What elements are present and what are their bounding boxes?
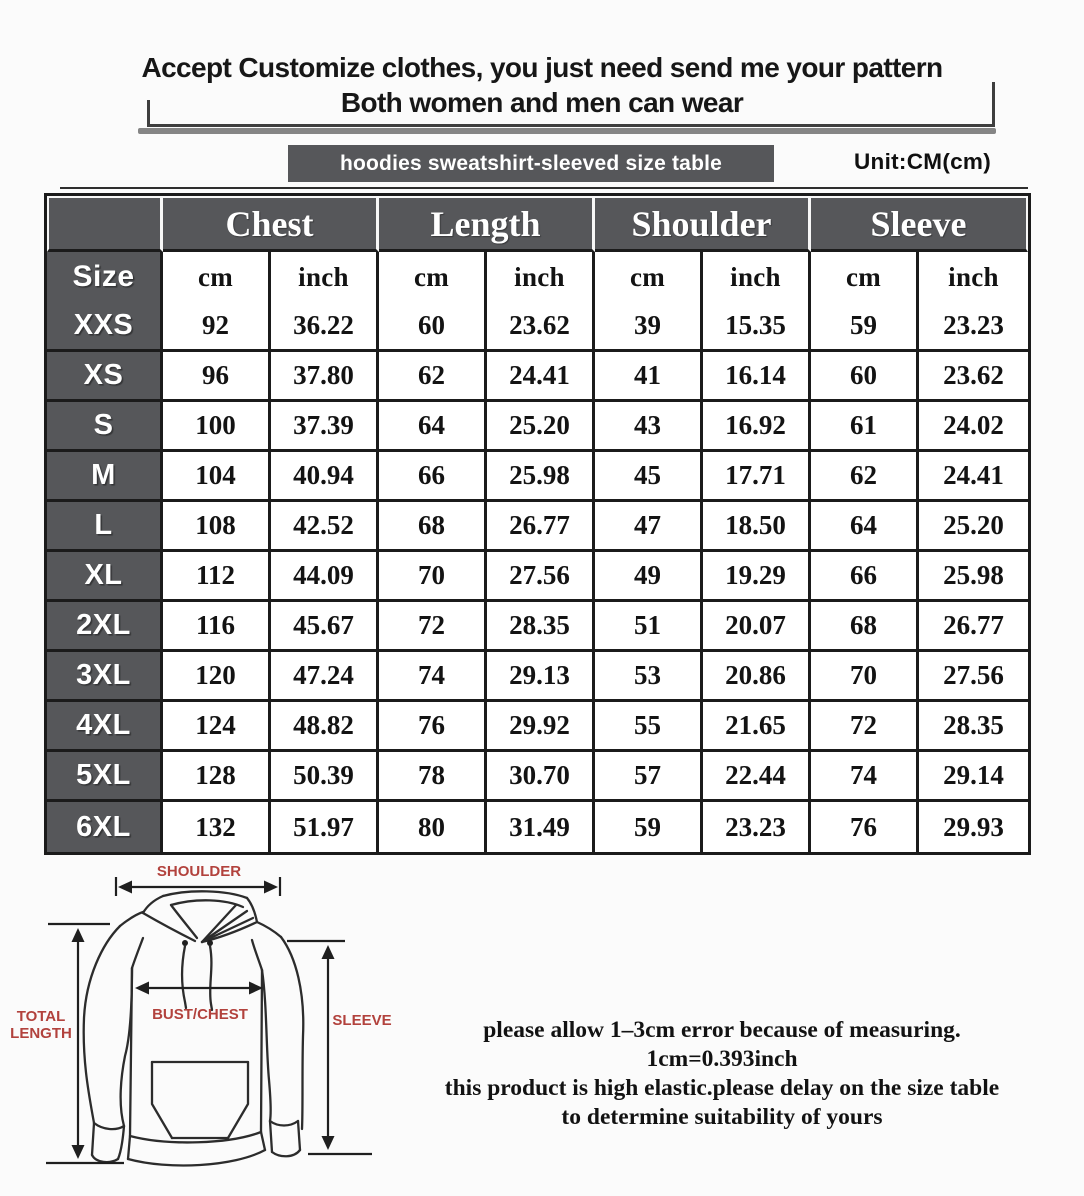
value-cell: 51 <box>595 602 703 652</box>
group-header-shoulder: Shoulder <box>595 196 811 252</box>
value-cell: 57 <box>595 752 703 802</box>
value-cell: 40.94 <box>271 452 379 502</box>
value-cell: 25.20 <box>487 402 595 452</box>
note-line: this product is high elastic.please delay on the size table <box>444 1075 1000 1101</box>
note-line: please allow 1–3cm error because of measuring. <box>483 1017 961 1043</box>
value-cell: 76 <box>379 702 487 752</box>
headline-line1: Accept Customize clothes, you just need send me your pattern <box>141 52 943 83</box>
value-cell: 28.35 <box>487 602 595 652</box>
value-cell: 26.77 <box>487 502 595 552</box>
value-cell: 76 <box>811 802 919 852</box>
value-cell: 96 <box>163 352 271 402</box>
shoulder-label: SHOULDER <box>156 863 242 880</box>
hoodie-measurement-diagram <box>4 858 406 1192</box>
size-label-m: M <box>47 452 163 502</box>
size-label-2xl: 2XL <box>47 602 163 652</box>
value-cell: 128 <box>163 752 271 802</box>
table-top-rule <box>60 187 1028 189</box>
value-cell: 29.14 <box>919 752 1028 802</box>
value-cell: 74 <box>811 752 919 802</box>
value-cell: 29.93 <box>919 802 1028 852</box>
value-cell: 132 <box>163 802 271 852</box>
value-cell: 92 <box>163 302 271 352</box>
size-label-6xl: 6XL <box>47 802 163 852</box>
unit-header-7: inch <box>919 252 1028 302</box>
size-column-header: Size <box>47 252 163 302</box>
group-header-length: Length <box>379 196 595 252</box>
value-cell: 16.92 <box>703 402 811 452</box>
value-cell: 55 <box>595 702 703 752</box>
size-row-xs <box>47 352 1028 402</box>
hoodie-outline <box>84 891 304 1165</box>
size-row-s <box>47 402 1028 452</box>
value-cell: 80 <box>379 802 487 852</box>
value-cell: 21.65 <box>703 702 811 752</box>
sleeve-label: SLEEVE <box>332 1012 392 1029</box>
value-cell: 66 <box>811 552 919 602</box>
value-cell: 23.62 <box>919 352 1028 402</box>
value-cell: 48.82 <box>271 702 379 752</box>
value-cell: 25.98 <box>919 552 1028 602</box>
bracket-shadow-rule <box>138 128 996 134</box>
value-cell: 27.56 <box>487 552 595 602</box>
value-cell: 19.29 <box>703 552 811 602</box>
unit-header-3: inch <box>487 252 595 302</box>
size-row-3xl <box>47 652 1028 702</box>
value-cell: 66 <box>379 452 487 502</box>
value-cell: 22.44 <box>703 752 811 802</box>
size-label-3xl: 3XL <box>47 652 163 702</box>
size-row-6xl <box>47 802 1028 852</box>
value-cell: 23.23 <box>919 302 1028 352</box>
value-cell: 62 <box>379 352 487 402</box>
value-cell: 45 <box>595 452 703 502</box>
value-cell: 74 <box>379 652 487 702</box>
unit-header-1: inch <box>271 252 379 302</box>
value-cell: 25.98 <box>487 452 595 502</box>
value-cell: 72 <box>811 702 919 752</box>
note-line: 1cm=0.393inch <box>646 1046 798 1072</box>
size-table-body <box>47 302 1028 852</box>
value-cell: 64 <box>811 502 919 552</box>
value-cell: 53 <box>595 652 703 702</box>
bust-arrow <box>135 982 263 995</box>
value-cell: 23.62 <box>487 302 595 352</box>
bust-chest-label: BUST/CHEST <box>152 1006 248 1023</box>
group-header-chest: Chest <box>163 196 379 252</box>
unit-header-5: inch <box>703 252 811 302</box>
table-title-banner: hoodies sweatshirt-sleeved size table <box>288 145 774 182</box>
corner-cell <box>47 196 163 252</box>
value-cell: 108 <box>163 502 271 552</box>
value-cell: 41 <box>595 352 703 402</box>
size-label-5xl: 5XL <box>47 752 163 802</box>
size-table-head <box>47 196 1028 302</box>
value-cell: 44.09 <box>271 552 379 602</box>
unit-header-2: cm <box>379 252 487 302</box>
value-cell: 20.07 <box>703 602 811 652</box>
value-cell: 47.24 <box>271 652 379 702</box>
size-label-s: S <box>47 402 163 452</box>
value-cell: 30.70 <box>487 752 595 802</box>
size-row-xl <box>47 552 1028 602</box>
value-cell: 17.71 <box>703 452 811 502</box>
value-cell: 50.39 <box>271 752 379 802</box>
size-label-xl: XL <box>47 552 163 602</box>
value-cell: 49 <box>595 552 703 602</box>
value-cell: 36.22 <box>271 302 379 352</box>
value-cell: 27.56 <box>919 652 1028 702</box>
value-cell: 70 <box>379 552 487 602</box>
value-cell: 59 <box>595 802 703 852</box>
group-header-sleeve: Sleeve <box>811 196 1028 252</box>
unit-label: Unit:CM(cm) <box>854 149 992 174</box>
value-cell: 112 <box>163 552 271 602</box>
headline-line2: Both women and men can wear <box>340 87 744 118</box>
value-cell: 60 <box>379 302 487 352</box>
value-cell: 29.13 <box>487 652 595 702</box>
value-cell: 15.35 <box>703 302 811 352</box>
size-label-xs: XS <box>47 352 163 402</box>
value-cell: 59 <box>811 302 919 352</box>
value-cell: 24.41 <box>487 352 595 402</box>
size-table <box>44 193 1031 855</box>
value-cell: 39 <box>595 302 703 352</box>
size-label-l: L <box>47 502 163 552</box>
value-cell: 72 <box>379 602 487 652</box>
value-cell: 25.20 <box>919 502 1028 552</box>
size-label-4xl: 4XL <box>47 702 163 752</box>
bracket-bottom-rule <box>147 124 995 127</box>
value-cell: 37.39 <box>271 402 379 452</box>
value-cell: 31.49 <box>487 802 595 852</box>
value-cell: 18.50 <box>703 502 811 552</box>
value-cell: 68 <box>379 502 487 552</box>
value-cell: 28.35 <box>919 702 1028 752</box>
total-length-label-line2: LENGTH <box>10 1025 72 1042</box>
value-cell: 47 <box>595 502 703 552</box>
value-cell: 120 <box>163 652 271 702</box>
size-row-xxs <box>47 302 1028 352</box>
size-row-2xl <box>47 602 1028 652</box>
value-cell: 60 <box>811 352 919 402</box>
notes-block <box>388 1016 1056 1132</box>
note-line: to determine suitability of yours <box>561 1104 883 1130</box>
value-cell: 68 <box>811 602 919 652</box>
value-cell: 20.86 <box>703 652 811 702</box>
value-cell: 29.92 <box>487 702 595 752</box>
value-cell: 64 <box>379 402 487 452</box>
value-cell: 45.67 <box>271 602 379 652</box>
headline <box>52 50 1032 120</box>
value-cell: 78 <box>379 752 487 802</box>
size-row-m <box>47 452 1028 502</box>
value-cell: 16.14 <box>703 352 811 402</box>
value-cell: 37.80 <box>271 352 379 402</box>
value-cell: 51.97 <box>271 802 379 852</box>
value-cell: 24.02 <box>919 402 1028 452</box>
value-cell: 116 <box>163 602 271 652</box>
total-length-label-line1: TOTAL <box>16 1008 66 1025</box>
unit-header-4: cm <box>595 252 703 302</box>
value-cell: 61 <box>811 402 919 452</box>
value-cell: 100 <box>163 402 271 452</box>
size-label-xxs: XXS <box>47 302 163 352</box>
sleeve-arrow <box>287 941 372 1154</box>
size-row-4xl <box>47 702 1028 752</box>
value-cell: 124 <box>163 702 271 752</box>
value-cell: 43 <box>595 402 703 452</box>
value-cell: 104 <box>163 452 271 502</box>
value-cell: 70 <box>811 652 919 702</box>
size-row-5xl <box>47 752 1028 802</box>
value-cell: 26.77 <box>919 602 1028 652</box>
unit-header-0: cm <box>163 252 271 302</box>
unit-header-6: cm <box>811 252 919 302</box>
value-cell: 62 <box>811 452 919 502</box>
value-cell: 24.41 <box>919 452 1028 502</box>
size-row-l <box>47 502 1028 552</box>
value-cell: 23.23 <box>703 802 811 852</box>
value-cell: 42.52 <box>271 502 379 552</box>
